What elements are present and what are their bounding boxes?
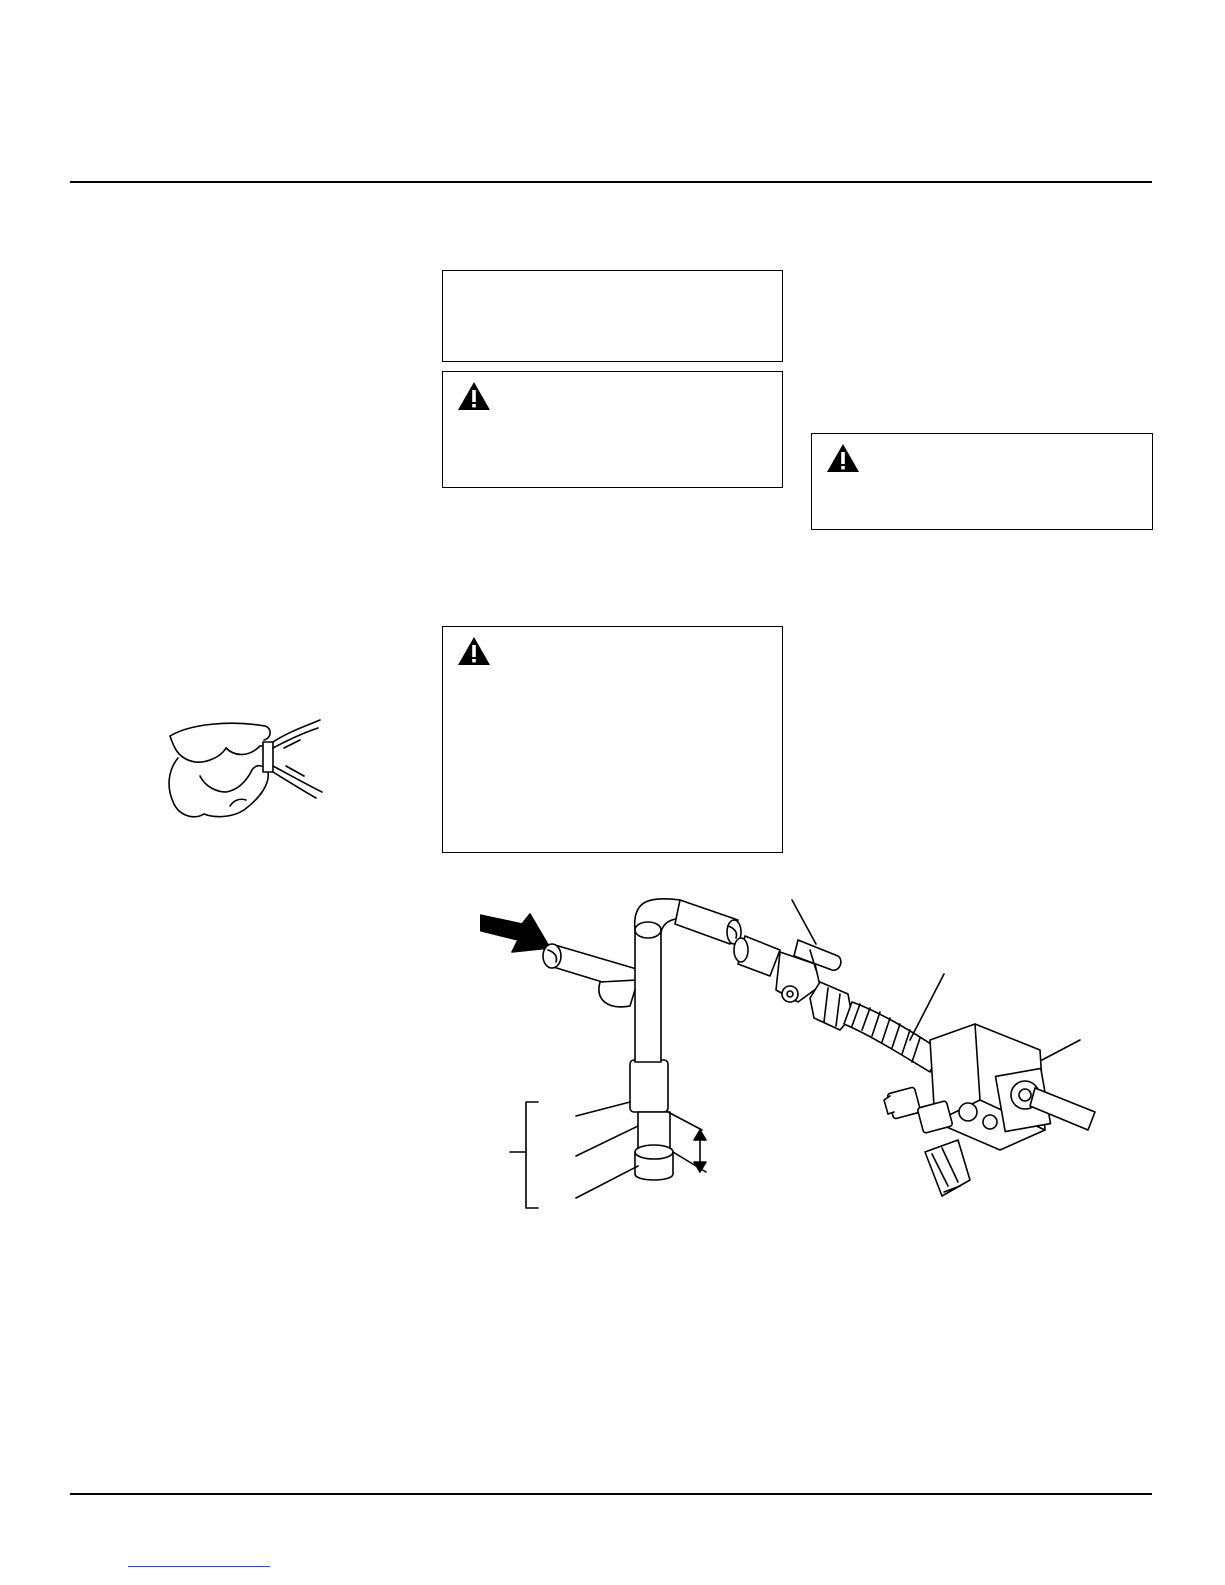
header-rule bbox=[70, 181, 1152, 183]
gas-supply-piping-icon bbox=[480, 890, 1100, 1220]
notice-box bbox=[442, 270, 783, 362]
footer-link-underline[interactable] bbox=[128, 1566, 270, 1567]
footer-rule bbox=[70, 1493, 1152, 1495]
warning-box-2 bbox=[811, 433, 1153, 530]
hand-with-tape-icon bbox=[160, 718, 335, 826]
warning-box-1 bbox=[442, 371, 783, 488]
warning-triangle-icon bbox=[457, 381, 491, 411]
warning-triangle-icon bbox=[826, 443, 860, 473]
warning-triangle-icon bbox=[457, 636, 491, 666]
warning-box-3 bbox=[442, 626, 783, 853]
